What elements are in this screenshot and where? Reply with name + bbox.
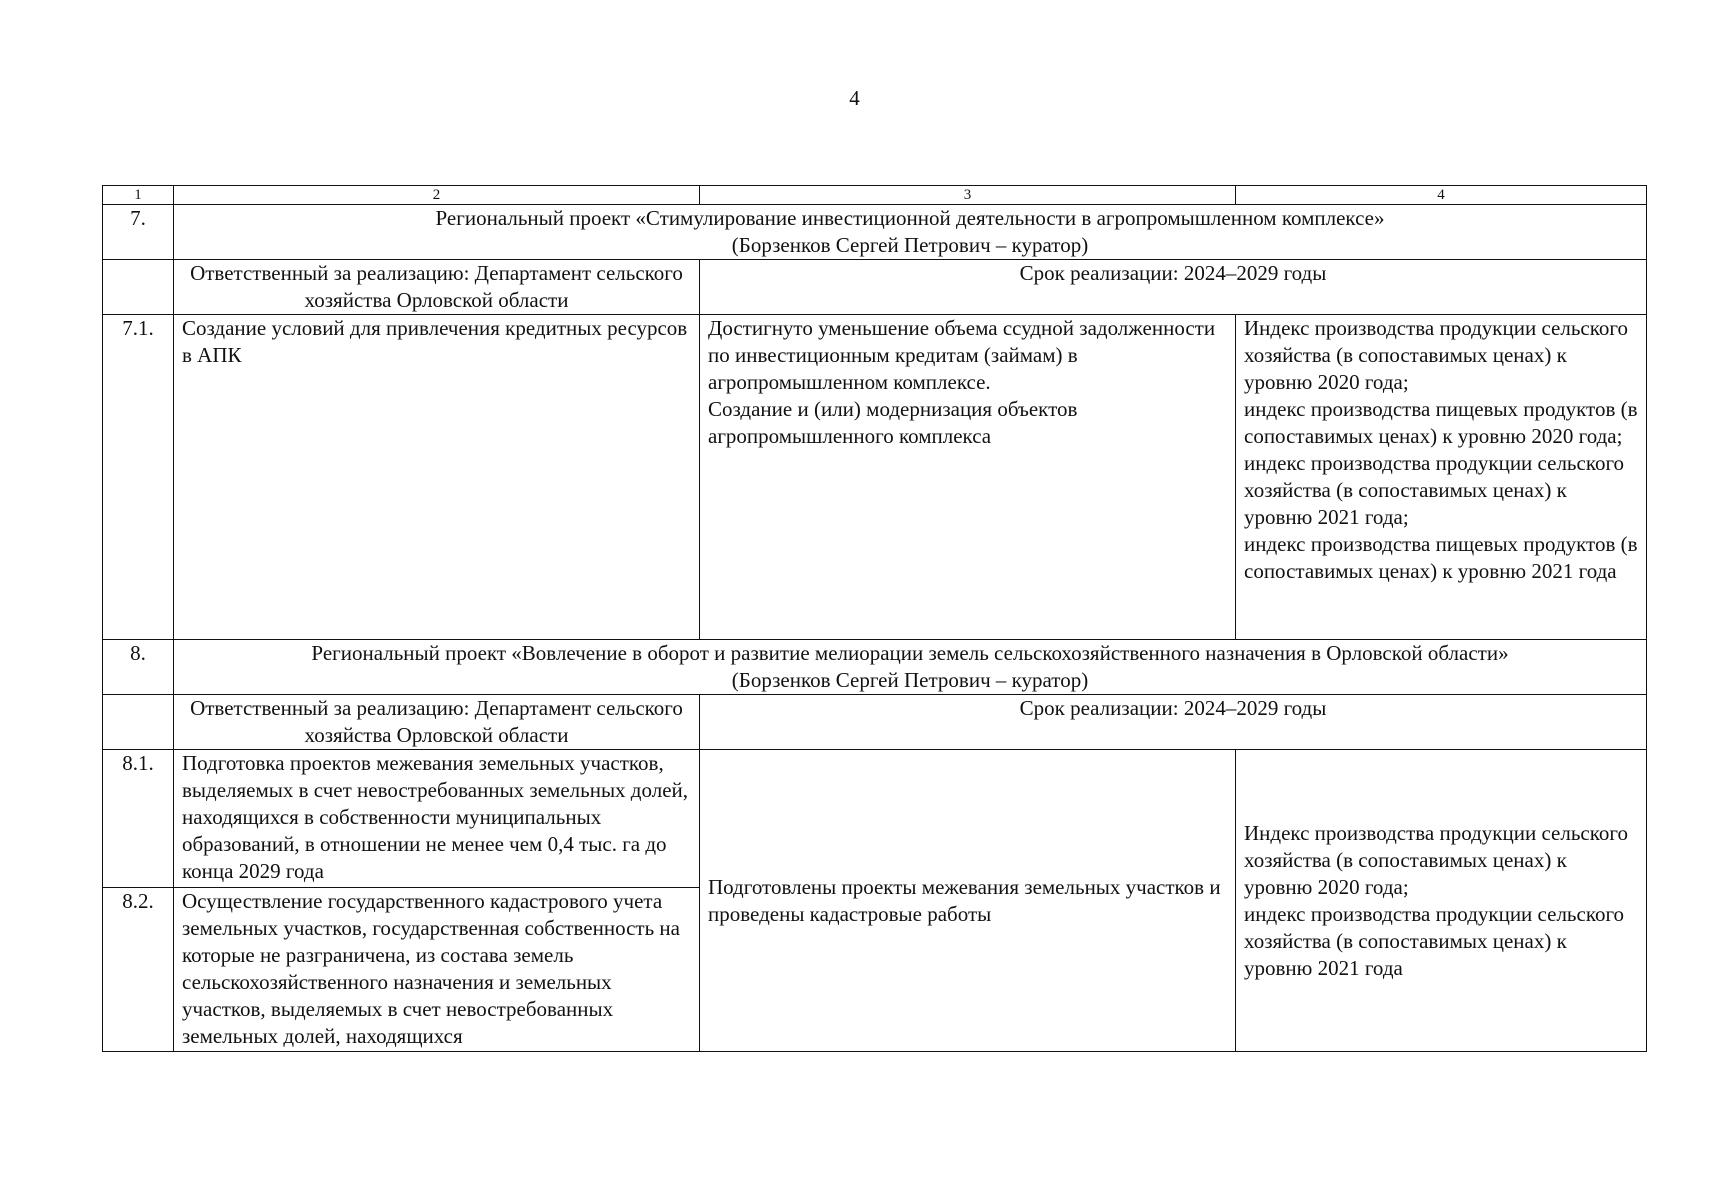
period-text: Срок реализации: 2024–2029 годы [1019,696,1327,720]
empty-cell [103,695,174,750]
project-title-cell [174,205,1647,260]
result-text: Подготовлены проекты межевания земельных участков и проведены кадастровые работы [708,874,1221,926]
row-number: 7.1. [103,315,174,640]
page-number: 4 [849,86,860,110]
responsible-text: Ответственный за реализацию: Департамент сельского хозяйства Орловской области [190,696,683,747]
indicators-text: Индекс производства продукции сельского хозяйства (в сопоставимых ценах) к уровню 2020 года; индекс производства пищевых продуктов (в сопоставимых ценах) к уровню 2020 года; индекс производства продукции сельского хозяйства (в сопоставимых ценах) к уровню 2021 года; индекс производства пищевых продуктов (в сопоставимых ценах) к уровню 2021 года [1244,316,1638,583]
task-text: Осуществление государственного кадастрового учета земельных участков, государственная собственность на которые не разграничена, из состава земель сельскохозяйственного назначения и земельных участков, выделяемых в счет невостребованных земельных долей, находящихся [182,889,680,1048]
project-curator: (Борзенков Сергей Петрович – куратор) [731,233,1089,257]
indicators-cell [1236,315,1647,640]
task-cell [174,750,700,888]
responsible-cell [174,260,700,315]
table-row [103,315,1647,640]
task-cell [174,888,700,1052]
project-header-row [103,205,1647,260]
period-cell [700,695,1647,750]
project-title: Региональный проект «Вовлечение в оборот и развитие мелиорации земель сельскохозяйственного назначения в Орловской области» [311,641,1509,665]
program-table [102,185,1647,1052]
responsible-row [103,695,1647,750]
column-number-4: 4 [1236,186,1647,205]
empty-cell [103,260,174,315]
project-number: 7. [103,205,174,260]
project-header-row [103,640,1647,695]
result-text: Достигнуто уменьшение объема ссудной задолженности по инвестиционным кредитам (займам) в агропромышленном комплексе. Создание и (или) модернизация объектов агропромышленного комплекса [708,316,1216,448]
task-cell [174,315,700,640]
responsible-text: Ответственный за реализацию: Департамент сельского хозяйства Орловской области [190,261,683,312]
result-cell [700,750,1236,1052]
period-text: Срок реализации: 2024–2029 годы [1019,261,1327,285]
project-number: 8. [103,640,174,695]
indicators-text: Индекс производства продукции сельского хозяйства (в сопоставимых ценах) к уровню 2020 года; индекс производства продукции сельского хозяйства (в сопоставимых ценах) к уровню 2021 года [1244,820,1628,980]
column-number-row [103,186,1647,205]
period-cell [700,260,1647,315]
responsible-row [103,260,1647,315]
project-title-cell [174,640,1647,695]
task-text: Подготовка проектов межевания земельных участков, выделяемых в счет невостребованных земельных долей, находящихся в собственности муниципальных образований, в отношении не менее чем 0,4 тыс. га до конца 2029 года [182,751,688,883]
row-number: 8.1. [103,750,174,888]
project-curator: (Борзенков Сергей Петрович – куратор) [731,668,1089,692]
result-cell [700,315,1236,640]
indicators-cell [1236,750,1647,1052]
project-title: Региональный проект «Стимулирование инвестиционной деятельности в агропромышленном комплексе» [435,206,1385,230]
table-row [103,750,1647,888]
column-number-3: 3 [700,186,1236,205]
row-number: 8.2. [103,888,174,1052]
responsible-cell [174,695,700,750]
task-text: Создание условий для привлечения кредитных ресурсов в АПК [182,316,688,367]
column-number-2: 2 [174,186,700,205]
column-number-1: 1 [103,186,174,205]
